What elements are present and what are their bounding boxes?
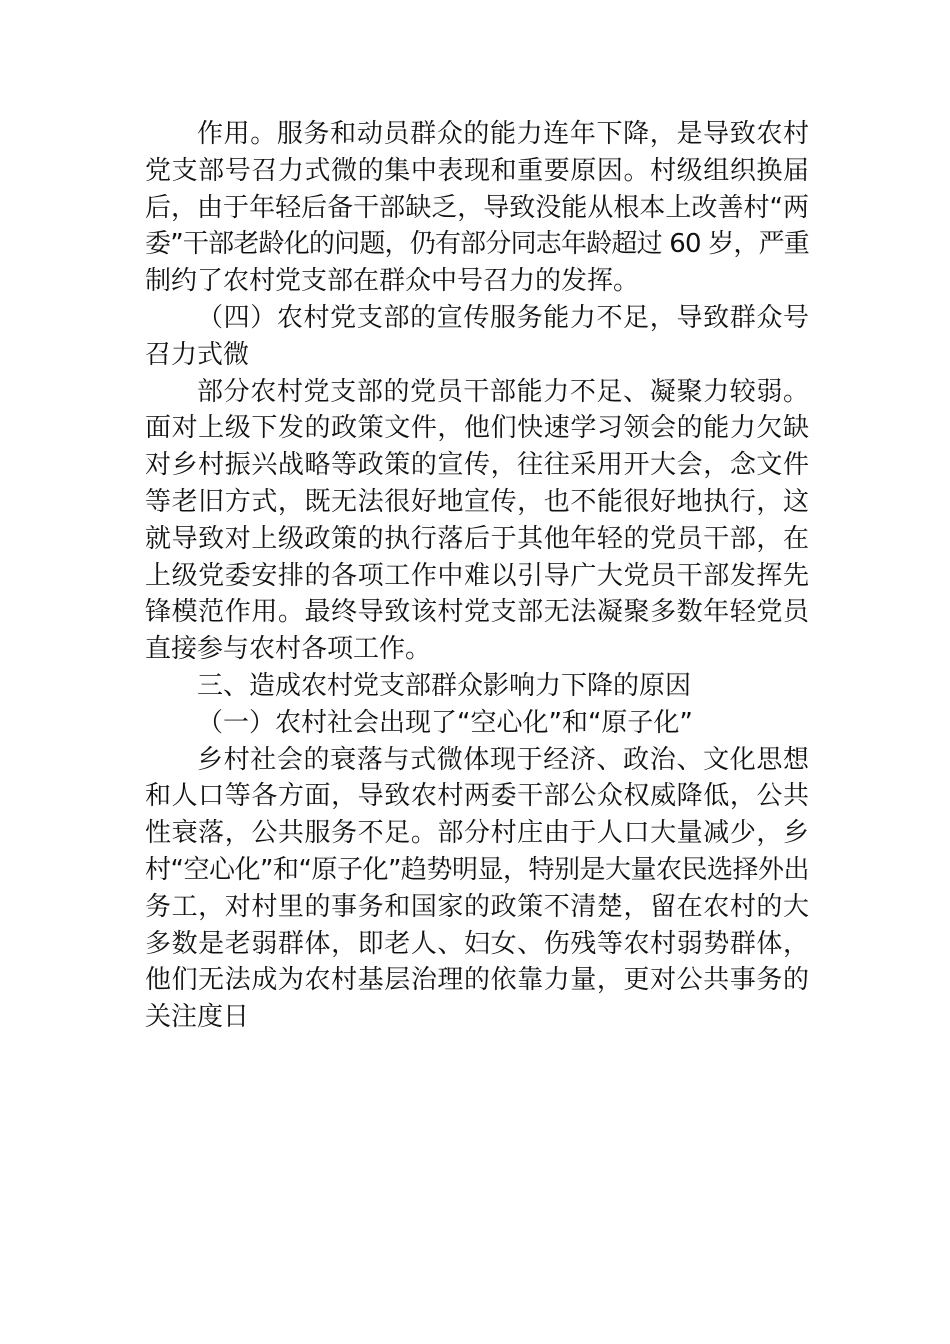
text-line: 部分农村党支部的党员干部能力不足、凝聚力较弱。: [197, 376, 809, 407]
text-line: 作用。服务和动员群众的能力连年下降，是导致农村: [197, 119, 809, 149]
document-body: [145, 116, 809, 1036]
text-line: 关注度日: [145, 1002, 250, 1033]
text-line: 制约了农村党支部在群众中号召力的发挥。: [145, 266, 640, 297]
text-line: 他们无法成为农村基层治理的依靠力量，更对公共事务的: [145, 965, 809, 996]
text-line: 对乡村振兴战略等政策的宣传，往往采用开大会，念文件: [145, 450, 809, 481]
text-line: （一）农村社会出现了“空心化”和“原子化”: [197, 707, 693, 738]
text-line: （四）农村党支部的宣传服务能力不足，导致群众号: [197, 302, 809, 333]
text-line: 性衰落，公共服务不足。部分村庄由于人口大量减少，乡: [145, 818, 809, 849]
text-line: 后，由于年轻后备干部缺乏，导致没能从根本上改善村“两: [145, 192, 809, 223]
text-line: 村“空心化”和“原子化”趋势明显，特别是大量农民选择外出: [145, 854, 809, 885]
text-line: 三、造成农村党支部群众影响力下降的原因: [197, 670, 692, 701]
text-line: 乡村社会的衰落与式微体现于经济、政治、文化思想: [197, 744, 809, 775]
text-line: 党支部号召力式微的集中表现和重要原因。村级组织换届: [145, 155, 809, 186]
text-line: 上级党委安排的各项工作中难以引导广大党员干部发挥先: [145, 560, 809, 591]
text-line: 和人口等各方面，导致农村两委干部公众权威降低，公共: [145, 781, 809, 812]
text-line: 直接参与农村各项工作。: [145, 634, 432, 665]
text-line: 等老旧方式，既无法很好地宣传，也不能很好地执行，这: [145, 486, 809, 517]
text-line: 务工，对村里的事务和国家的政策不清楚，留在农村的大: [145, 891, 809, 922]
text-line: 就导致对上级政策的执行落后于其他年轻的党员干部，在: [145, 523, 809, 554]
text-line: 锋模范作用。最终导致该村党支部无法凝聚多数年轻党员: [145, 597, 809, 628]
text-line: 召力式微: [145, 339, 250, 370]
text-line: 面对上级下发的政策文件，他们快速学习领会的能力欠缺: [145, 413, 809, 444]
text-line: 委”干部老龄化的问题，仍有部分同志年龄超过 60 岁，严重: [145, 229, 809, 260]
text-line: 多数是老弱群体，即老人、妇女、伤残等农村弱势群体，: [145, 928, 809, 959]
